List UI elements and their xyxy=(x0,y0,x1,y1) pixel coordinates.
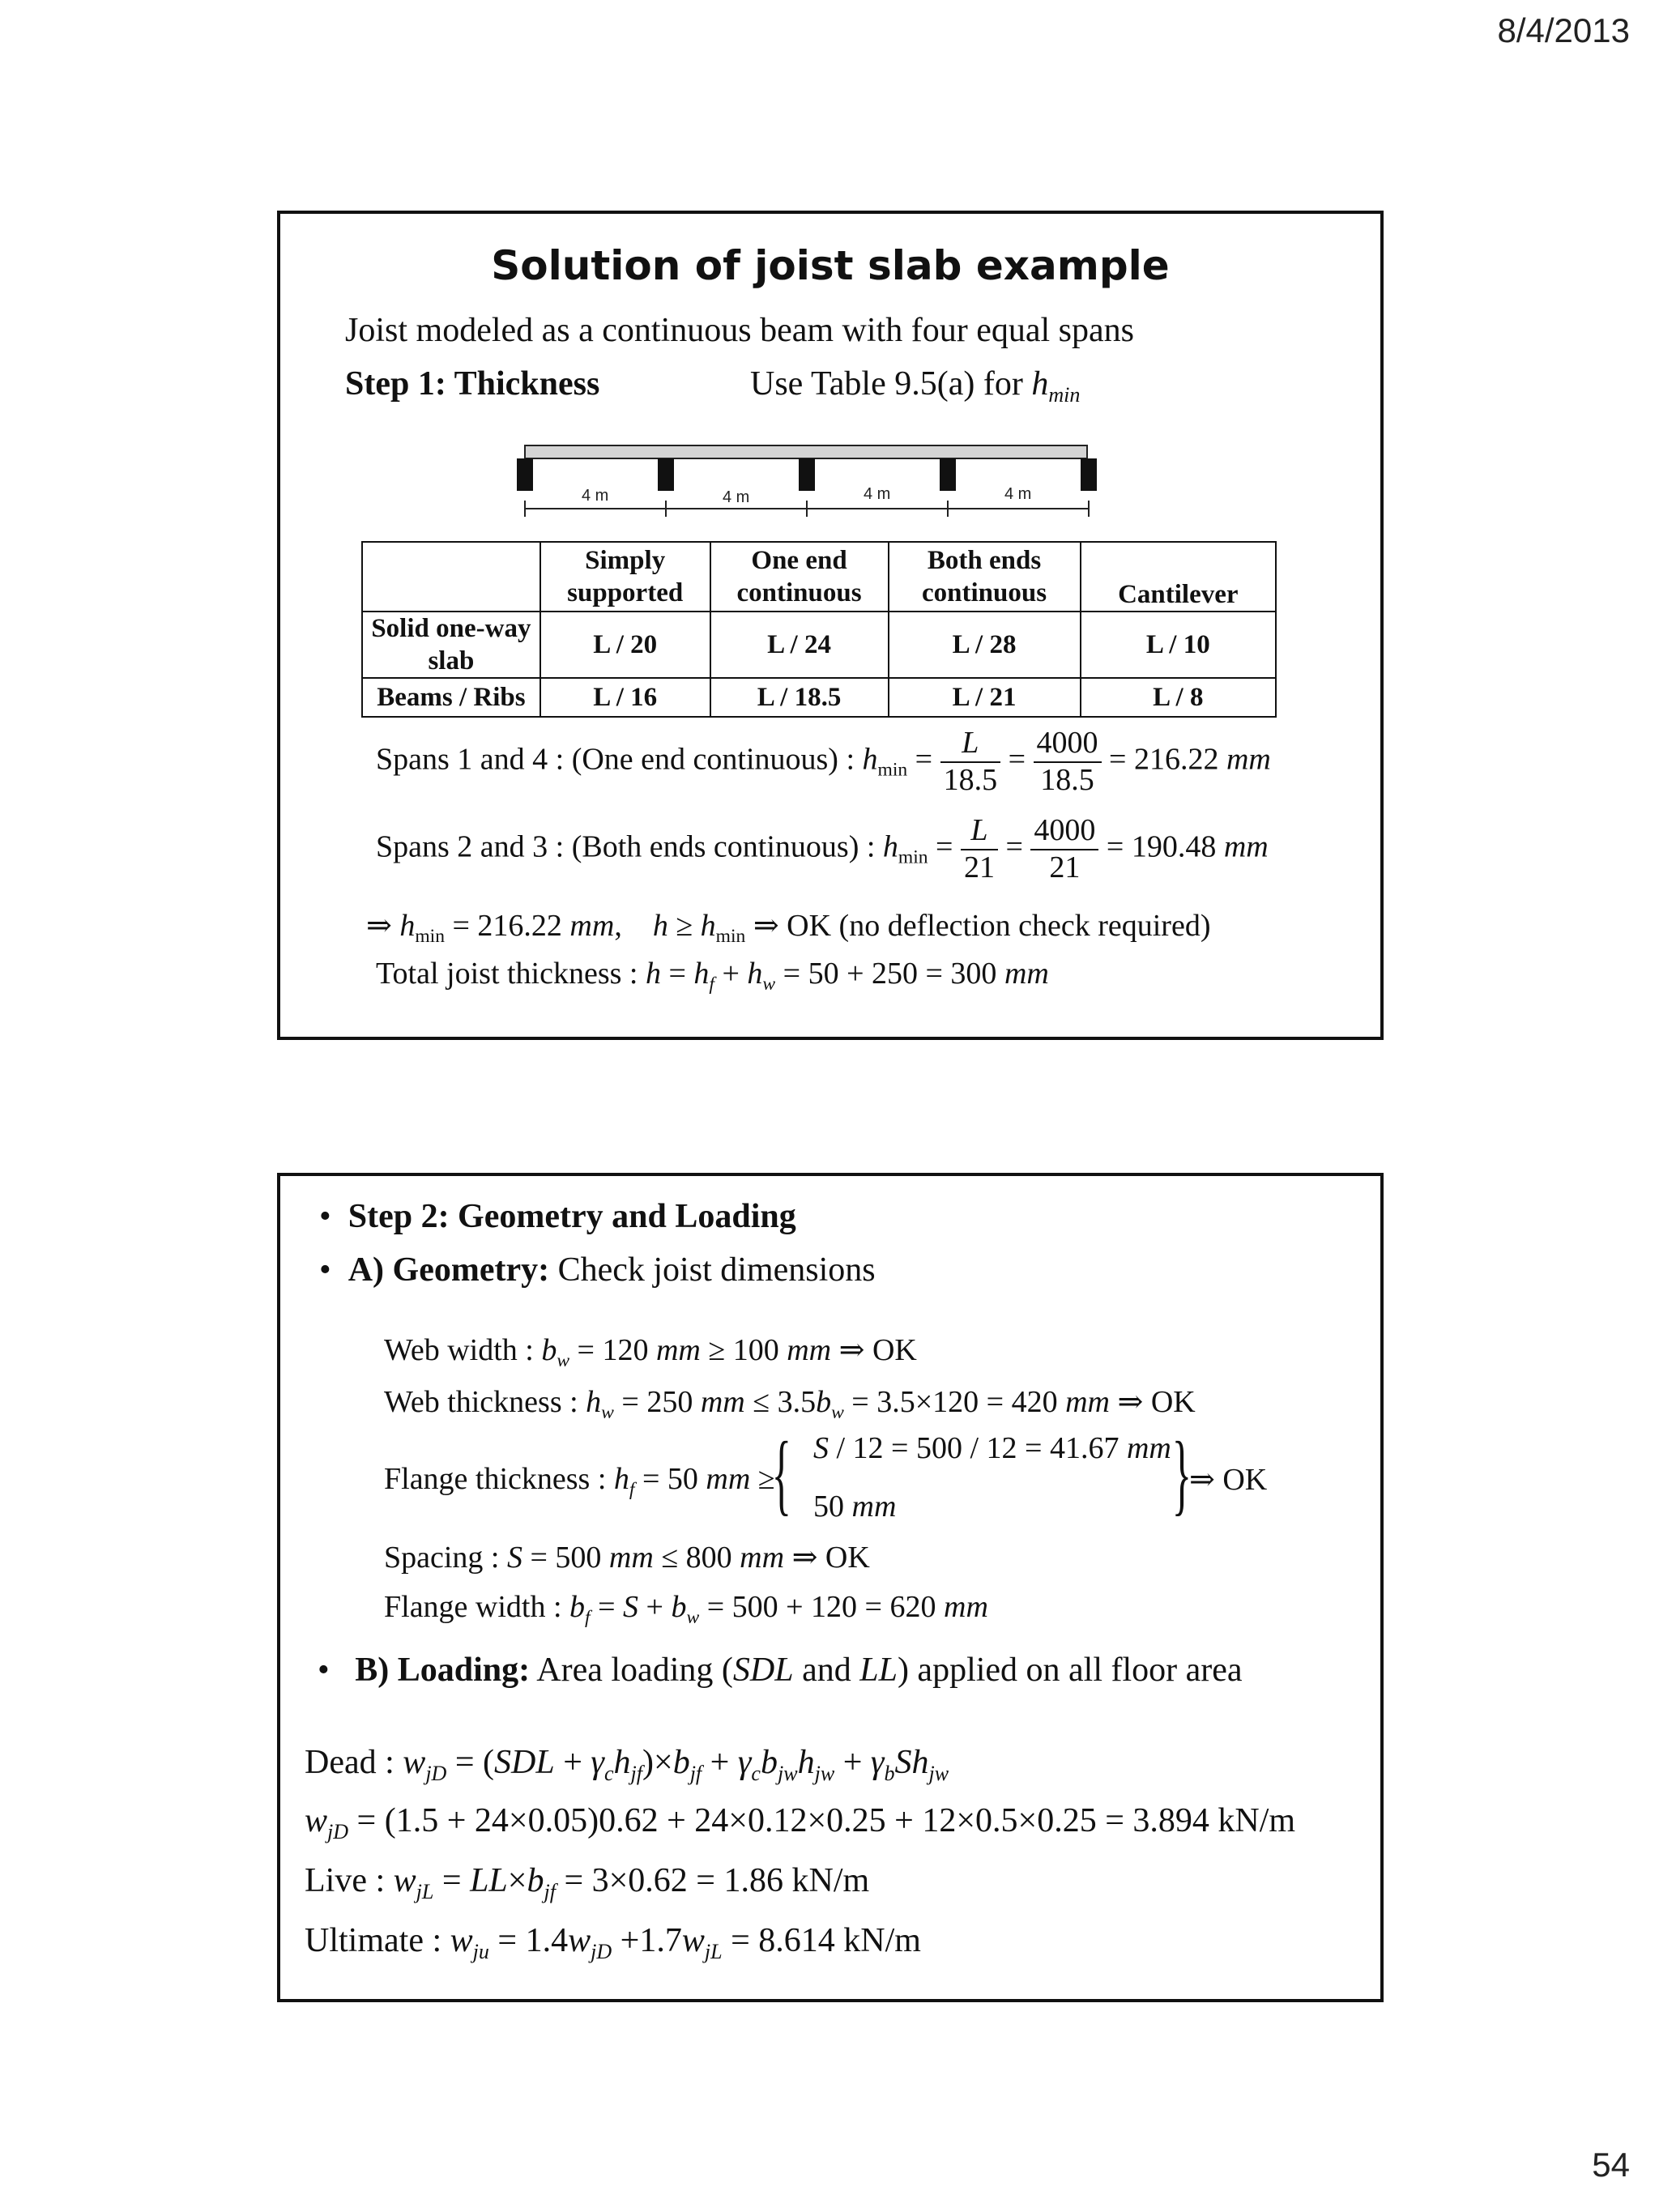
bullet-dot: • xyxy=(319,1251,348,1289)
eq2-fraction-symbolic xyxy=(961,813,998,885)
eq4-expr: 50 + 250 = 300 xyxy=(808,957,997,991)
support-1 xyxy=(517,458,533,491)
ok-text: OK xyxy=(872,1333,917,1367)
dead-value: (1.5 + 24×0.05)0.62 + 24×0.12×0.25 + 12×0.5×0.25 = 3.894 kN/m xyxy=(384,1802,1296,1839)
continuous-beam-diagram xyxy=(507,441,1123,530)
unit-mm: mm xyxy=(655,1333,701,1367)
minimum-thickness-table xyxy=(361,541,1277,718)
table-cell: L / 10 xyxy=(1081,612,1276,678)
table-cell: L / 8 xyxy=(1081,678,1276,717)
flange-thickness-value: 50 xyxy=(667,1462,698,1496)
web-thickness-limit: 3.5×120 = 420 xyxy=(876,1385,1058,1419)
eq1-result: 216.22 xyxy=(1133,742,1219,777)
eq3-h2: h xyxy=(700,909,716,943)
dead-label: Dead : xyxy=(305,1744,403,1781)
ultimate-value: 8.614 kN/m xyxy=(758,1922,921,1959)
ok-text: OK xyxy=(1150,1385,1196,1419)
table-cell: L / 24 xyxy=(710,612,889,678)
bullet-geometry-bold: A) Geometry: xyxy=(348,1251,550,1289)
bullet-loading-bold: B) Loading: xyxy=(355,1652,531,1689)
equation-flange-thickness: Flange thickness : $h_f = 50$ mm ≥ xyxy=(384,1462,775,1501)
support-3 xyxy=(799,458,815,491)
table-header-cell: Both ends continuous xyxy=(889,542,1081,612)
table-cell: L / 28 xyxy=(889,612,1081,678)
eq2-h-symbol: h xyxy=(882,829,898,864)
equation-ultimate-load: Ultimate : $w_{ju} = 1.4w_{jD} +1.7w_{jL} = 8.614$ kN/m xyxy=(305,1922,921,1964)
equation-flange-width: Flange width : $b_f = S + b_w = 500 + 120 = 620$ mm xyxy=(384,1590,988,1629)
table-header-row xyxy=(362,542,1276,612)
eq1-den: 18.5 xyxy=(943,762,998,797)
eq1-h-symbol: h xyxy=(862,742,878,777)
eq2-den-val: 21 xyxy=(1049,850,1081,884)
unit-mm: mm xyxy=(787,1333,832,1367)
eq1-num: L xyxy=(962,726,979,760)
table-header-cell: Cantilever xyxy=(1081,542,1276,612)
flange-opt2-value: 50 xyxy=(813,1490,844,1524)
eq2-h-sub: min xyxy=(898,846,928,868)
ok-text: OK xyxy=(825,1541,870,1575)
eq2-label: Spans 2 and 3 : (Both ends continuous) : xyxy=(376,829,883,864)
unit-mm: mm xyxy=(740,1541,785,1575)
flange-width-label: Flange width : xyxy=(384,1590,570,1624)
eq3-h-sub: min xyxy=(415,926,445,948)
unit-mm: mm xyxy=(700,1385,745,1419)
bullet-loading-and: and xyxy=(793,1652,860,1689)
eq3-h: h xyxy=(399,909,416,943)
flange-opt1-expr: / 12 = 500 / 12 = 41.67 xyxy=(829,1431,1120,1465)
eq2-result: 190.48 xyxy=(1131,829,1217,864)
live-value: 3×0.62 = 1.86 kN/m xyxy=(591,1862,870,1899)
bullet-geometry xyxy=(319,1251,876,1289)
unit-mm: mm xyxy=(851,1490,897,1524)
table-row xyxy=(362,612,1276,678)
step1-heading: Step 1: Thickness xyxy=(345,365,600,403)
equation-web-thickness: Web thickness : $h_w = 250$ mm ≤ $3.5b_w = 3.5\times 120 = 420$ mm ⇒ OK xyxy=(384,1385,1196,1424)
web-width-value: 120 xyxy=(602,1333,649,1367)
support-5 xyxy=(1081,458,1097,491)
step1-note xyxy=(750,364,1080,407)
eq1-den-val: 18.5 xyxy=(1040,762,1094,797)
hmin-symbol: h xyxy=(1031,365,1049,403)
eq2-num-val: 4000 xyxy=(1030,813,1098,850)
table-cell: L / 21 xyxy=(889,678,1081,717)
slide-title: Solution of joist slab example xyxy=(491,242,1170,289)
eq2-den: 21 xyxy=(963,850,995,884)
bullet-loading-text-b: ) applied on all floor area xyxy=(897,1652,1243,1689)
bullet-dot: • xyxy=(318,1652,356,1689)
intro-text: Joist modeled as a continuous beam with four equal spans xyxy=(345,312,1134,349)
table-header-cell: Simply supported xyxy=(540,542,710,612)
eq1-fraction-numeric xyxy=(1034,726,1102,798)
equation-spacing: Spacing : S = 500 mm ≤ 800 mm ⇒ OK xyxy=(384,1541,870,1575)
bullet-loading-sdl: SDL xyxy=(732,1652,794,1689)
ultimate-factor-live: +1.7 xyxy=(620,1922,682,1959)
table-cell: L / 18.5 xyxy=(710,678,889,717)
flange-opt1-symbol: S xyxy=(813,1431,829,1465)
eq1-label: Spans 1 and 4 : (One end continuous) : xyxy=(376,742,863,777)
ok-text: OK xyxy=(1222,1463,1268,1497)
spacing-label: Spacing : xyxy=(384,1541,507,1575)
bullet-loading-ll: LL xyxy=(859,1652,898,1689)
web-width-limit: 100 xyxy=(732,1333,779,1367)
table-cell: L / 20 xyxy=(540,612,710,678)
unit-mm: mm xyxy=(608,1541,654,1575)
slide-step1-thickness xyxy=(277,211,1384,1040)
step1-note-text: Use Table 9.5(a) for xyxy=(750,365,1032,403)
unit-mm: mm xyxy=(1126,1431,1171,1465)
span-label-2: 4 m xyxy=(723,488,750,506)
eq3-h2-sub: min xyxy=(715,926,746,948)
unit-mm: mm xyxy=(569,909,615,943)
bullet-loading xyxy=(318,1651,1243,1690)
bullet-step2 xyxy=(319,1197,796,1236)
table-header-cell: One end continuous xyxy=(710,542,889,612)
bullet-loading-text-a: Area loading ( xyxy=(530,1652,733,1689)
unit-mm: mm xyxy=(1065,1385,1110,1419)
flange-width-value: 500 + 120 = 620 xyxy=(731,1590,936,1624)
support-2 xyxy=(658,458,674,491)
unit-mm: mm xyxy=(706,1462,751,1496)
ultimate-label: Ultimate : xyxy=(305,1922,450,1959)
equation-spans-1-4: Spans 1 and 4 : (One end continuous) : $h_{min}$ = $\frac{L}{18.5}$ = $\frac{4000}{18.5}$ = 216.22 mm xyxy=(376,726,1271,797)
eq1-num-val: 4000 xyxy=(1034,726,1102,763)
eq1-fraction-symbolic xyxy=(940,726,1001,798)
equation-total-thickness: Total joist thickness : $h = h_f + h_w = 50 + 250 = 300$ mm xyxy=(376,957,1049,995)
page-number: 54 xyxy=(1592,2146,1630,2184)
table-cell: Beams / Ribs xyxy=(362,678,540,717)
left-brace: { xyxy=(771,1424,791,1524)
spacing-value: 500 xyxy=(555,1541,602,1575)
ultimate-factor-dead: 1.4 xyxy=(525,1922,569,1959)
equation-dead-load: Dead : $w_{jD} = (SDL + \gamma_ch_{jf})\times b_{jf} + \gamma_cb_{jw}h_{jw} + \gamma_bSh_{jw}$ xyxy=(305,1744,949,1786)
beam-body xyxy=(525,445,1087,458)
bullet-step2-text: Step 2: Geometry and Loading xyxy=(348,1198,796,1235)
equation-live-load: Live : $w_{jL} = LL\times b_{jf} = 3\times 0.62 = 1.86$ kN/m xyxy=(305,1862,870,1904)
unit-mm: mm xyxy=(1226,742,1271,777)
hmin-subscript: min xyxy=(1048,383,1081,407)
right-brace: } xyxy=(1171,1424,1192,1524)
eq4-label: Total joist thickness : xyxy=(376,957,646,991)
unit-mm: mm xyxy=(1223,829,1269,864)
span-label-1: 4 m xyxy=(582,487,609,505)
spacing-limit: 800 xyxy=(685,1541,732,1575)
span-label-4: 4 m xyxy=(1004,485,1032,503)
slide-date: 8/4/2013 xyxy=(1497,11,1630,49)
flange-thickness-result: ⇒ OK xyxy=(1189,1463,1268,1497)
equation-web-width: Web width : $b_w = 120$ mm ≥ 100 mm ⇒ OK xyxy=(384,1333,917,1372)
flange-thickness-label: Flange thickness : xyxy=(384,1462,614,1496)
table-header-cell xyxy=(362,542,540,612)
table-row xyxy=(362,678,1276,717)
table-cell: L / 16 xyxy=(540,678,710,717)
bullet-geometry-text: Check joist dimensions xyxy=(549,1251,876,1289)
eq3-value: 216.22 xyxy=(477,909,562,943)
equation-dead-load-value: $w_{jD} = (1.5 + 24\times 0.05)0.62 + 24\times 0.12\times 0.25 + 12\times 0.5\times 0.25 = 3.894$ kN/m xyxy=(305,1802,1296,1844)
flange-option-1 xyxy=(813,1430,1171,1466)
eq2-num: L xyxy=(970,813,988,847)
equation-spans-2-3: Spans 2 and 3 : (Both ends continuous) : $h_{min}$ = $\frac{L}{21}$ = $\frac{4000}{21}$ = 190.48 mm xyxy=(376,813,1269,884)
unit-mm: mm xyxy=(944,1590,988,1624)
eq1-h-sub: min xyxy=(877,759,908,781)
equation-hmin-check: ⇒ $h_{min} = 216.22$ mm, $h \ge h_{min}$ ⇒ OK (no deflection check required) xyxy=(366,909,1211,948)
web-width-label: Web width : xyxy=(384,1333,542,1367)
live-label: Live : xyxy=(305,1862,394,1899)
web-thickness-label: Web thickness : xyxy=(384,1385,586,1419)
flange-option-2 xyxy=(813,1489,896,1524)
span-label-3: 4 m xyxy=(864,485,891,503)
eq3-check: OK (no deflection check required) xyxy=(787,909,1211,943)
bullet-dot: • xyxy=(319,1198,348,1235)
web-thickness-factor: 3.5 xyxy=(777,1385,817,1419)
table-cell: Solid one-way slab xyxy=(362,612,540,678)
slide-step2-geometry-loading xyxy=(277,1173,1384,2002)
unit-mm: mm xyxy=(1004,957,1049,991)
support-4 xyxy=(940,458,956,491)
eq2-fraction-numeric xyxy=(1030,813,1098,885)
web-thickness-value: 250 xyxy=(646,1385,693,1419)
